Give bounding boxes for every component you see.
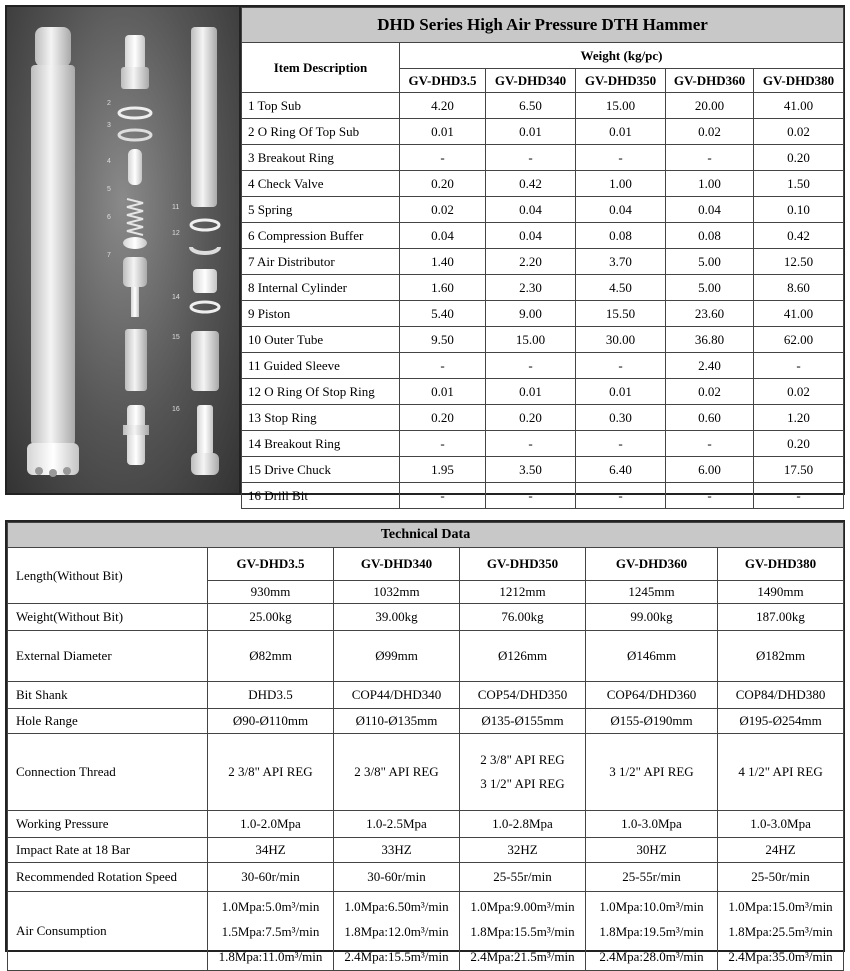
tech-spec-value-cell <box>586 682 718 709</box>
tech-spec-value-cell <box>208 863 334 892</box>
tech-spec-value: 30-60r/min <box>241 869 300 884</box>
weight-value-cell: 0.01 <box>576 119 666 145</box>
compression-buffer-part <box>123 237 147 249</box>
weight-value-cell: 0.02 <box>754 119 844 145</box>
tech-spec-value-cell <box>718 838 844 863</box>
tech-spec-value: 1.0Mpa:10.0m³/min <box>599 898 704 914</box>
weight-value-cell: - <box>400 431 486 457</box>
weight-table-row <box>242 249 844 275</box>
guided-sleeve-part <box>191 220 219 230</box>
weight-value-cell: 62.00 <box>754 327 844 353</box>
part-number-label: 12 <box>172 230 180 237</box>
tech-spec-value: 25-55r/min <box>493 869 552 884</box>
part-number-label: 3 <box>107 122 111 129</box>
outer-tube-part <box>191 27 217 207</box>
tech-spec-value-cell <box>208 604 334 631</box>
tech-spec-value: 2 3/8" API REG <box>228 764 313 779</box>
tech-spec-value: 1.0Mpa:15.0m³/min <box>728 898 833 914</box>
weight-value-cell: - <box>486 483 576 509</box>
length-value: 1245mm <box>586 581 718 604</box>
tech-spec-value: 1.0Mpa:6.50m³/min <box>344 898 449 914</box>
weight-value-cell: 12.50 <box>754 249 844 275</box>
tech-spec-value-cell <box>460 892 586 971</box>
tech-spec-value: 99.00kg <box>630 609 673 624</box>
weight-value-cell: 41.00 <box>754 93 844 119</box>
tech-spec-value-cell <box>460 604 586 631</box>
weight-value-cell: 0.04 <box>666 197 754 223</box>
tech-spec-value-cell <box>208 709 334 734</box>
tech-spec-value: 1.8Mpa:11.0m³/min <box>218 948 323 964</box>
stop-ring-part <box>191 247 219 253</box>
length-label: Length(Without Bit) <box>8 548 208 604</box>
tech-spec-value: COP64/DHD360 <box>606 687 697 702</box>
top-sub-part <box>121 35 149 89</box>
weight-table-row <box>242 301 844 327</box>
tech-spec-value: 2 3/8" API REG <box>480 752 565 767</box>
tech-spec-label: Connection Thread <box>8 734 208 811</box>
weight-value-cell: - <box>486 353 576 379</box>
weight-value-cell: 0.02 <box>666 119 754 145</box>
tech-table-row <box>8 838 844 863</box>
weight-value-cell: 0.60 <box>666 405 754 431</box>
weight-value-cell: 0.42 <box>754 223 844 249</box>
tech-spec-value-cell <box>586 892 718 971</box>
weight-table-row <box>242 457 844 483</box>
tech-model-header: GV-DHD340 <box>334 548 460 581</box>
weight-value-cell: 3.50 <box>486 457 576 483</box>
tech-table-row <box>8 863 844 892</box>
weight-value-cell: 0.04 <box>486 197 576 223</box>
tech-spec-value-cell <box>334 604 460 631</box>
tech-spec-value: Ø182mm <box>755 648 806 663</box>
weight-table-body <box>242 93 844 509</box>
tech-spec-value: 1.0-2.0Mpa <box>240 816 301 831</box>
tech-spec-value: 25-55r/min <box>622 869 681 884</box>
technical-data-title: Technical Data <box>8 523 844 548</box>
tech-spec-value-cell <box>460 811 586 838</box>
weight-value-cell: - <box>576 353 666 379</box>
tech-spec-value-cell <box>334 734 460 811</box>
tech-spec-value-cell <box>334 838 460 863</box>
tech-spec-value-cell <box>334 863 460 892</box>
weight-value-cell: 2.30 <box>486 275 576 301</box>
tech-spec-value: 33HZ <box>381 842 412 857</box>
weight-value-cell: 1.50 <box>754 171 844 197</box>
weight-value-cell: 0.01 <box>486 119 576 145</box>
tech-spec-value: COP54/DHD350 <box>477 687 568 702</box>
tech-spec-value: Ø110-Ø135mm <box>355 713 438 728</box>
tech-spec-value: Ø99mm <box>375 648 418 663</box>
weight-value-cell: 41.00 <box>754 301 844 327</box>
weight-value-cell: - <box>666 431 754 457</box>
drive-chuck-part <box>191 331 219 391</box>
tech-spec-value-cell <box>208 734 334 811</box>
weight-value-cell: 0.20 <box>400 405 486 431</box>
weight-value-cell: 0.20 <box>486 405 576 431</box>
item-description-cell: 5 Spring <box>242 197 400 223</box>
model-header: GV-DHD380 <box>754 69 844 93</box>
tech-spec-value: Ø82mm <box>249 648 292 663</box>
weight-value-cell: 0.10 <box>754 197 844 223</box>
tech-spec-value: 25-50r/min <box>751 869 810 884</box>
tech-spec-value: COP84/DHD380 <box>735 687 826 702</box>
tech-model-header: GV-DHD3.5 <box>208 548 334 581</box>
weight-value-cell: 1.00 <box>576 171 666 197</box>
part-number-label: 11 <box>172 204 180 211</box>
tech-spec-value: Ø155-Ø190mm <box>610 713 693 728</box>
weight-value-cell: 0.30 <box>576 405 666 431</box>
tech-spec-value-cell <box>718 682 844 709</box>
tech-spec-value: 2.4Mpa:28.0m³/min <box>599 948 704 964</box>
tech-spec-value: Ø135-Ø155mm <box>481 713 564 728</box>
tech-spec-value-cell <box>586 811 718 838</box>
tech-spec-value: Ø126mm <box>497 648 548 663</box>
internal-cylinder-part <box>125 329 147 391</box>
weight-value-cell: 2.20 <box>486 249 576 275</box>
part-number-label: 4 <box>107 158 111 165</box>
tech-spec-value: 1.0Mpa:5.0m³/min <box>221 898 320 914</box>
weight-value-cell: 0.04 <box>576 197 666 223</box>
tech-spec-label: Bit Shank <box>8 682 208 709</box>
tech-spec-label: Recommended Rotation Speed <box>8 863 208 892</box>
tech-spec-label: Working Pressure <box>8 811 208 838</box>
weight-value-cell: - <box>486 145 576 171</box>
exploded-hammer-illustration <box>7 7 241 493</box>
weight-value-cell: 15.50 <box>576 301 666 327</box>
item-description-cell: 13 Stop Ring <box>242 405 400 431</box>
tech-spec-value-cell <box>718 734 844 811</box>
tech-spec-value-cell <box>586 709 718 734</box>
spring-part <box>127 199 143 235</box>
tech-spec-value: 1.0-2.8Mpa <box>492 816 553 831</box>
air-distributor-part <box>123 257 147 317</box>
tech-spec-value-cell <box>334 892 460 971</box>
weight-value-cell: 0.02 <box>400 197 486 223</box>
weight-value-cell: 9.50 <box>400 327 486 353</box>
weight-table-row <box>242 379 844 405</box>
tech-spec-value: 1.8Mpa:15.5m³/min <box>470 923 575 939</box>
weight-value-cell: 6.40 <box>576 457 666 483</box>
weight-value-cell: 4.50 <box>576 275 666 301</box>
tech-table-row <box>8 682 844 709</box>
item-description-cell: 9 Piston <box>242 301 400 327</box>
weight-value-cell: 23.60 <box>666 301 754 327</box>
weight-table <box>241 7 844 509</box>
tech-spec-value: 30HZ <box>636 842 667 857</box>
technical-data-table <box>7 522 844 971</box>
tech-spec-value: Ø146mm <box>626 648 677 663</box>
weight-value-cell: 0.20 <box>400 171 486 197</box>
item-description-cell: 11 Guided Sleeve <box>242 353 400 379</box>
tech-spec-value: 3 1/2" API REG <box>609 764 694 779</box>
tech-spec-label: External Diameter <box>8 631 208 682</box>
tech-spec-value-cell <box>334 631 460 682</box>
item-description-cell: 12 O Ring Of Stop Ring <box>242 379 400 405</box>
item-description-cell: 8 Internal Cylinder <box>242 275 400 301</box>
tech-table-row <box>8 811 844 838</box>
tech-spec-value: 24HZ <box>765 842 796 857</box>
tech-spec-value: 2.4Mpa:15.5m³/min <box>344 948 449 964</box>
tech-spec-value-cell <box>586 863 718 892</box>
tech-spec-value: 1.0Mpa:9.00m³/min <box>470 898 575 914</box>
weight-value-cell: - <box>400 145 486 171</box>
tech-spec-value: 1.5Mpa:7.5m³/min <box>221 923 320 939</box>
tech-spec-value: 187.00kg <box>756 609 805 624</box>
weight-value-cell: 36.80 <box>666 327 754 353</box>
tech-spec-value-cell <box>718 709 844 734</box>
tech-spec-value: 4 1/2" API REG <box>738 764 823 779</box>
weight-table-row <box>242 275 844 301</box>
tech-spec-value-cell <box>586 734 718 811</box>
weight-value-cell: 6.00 <box>666 457 754 483</box>
weight-value-cell: 0.42 <box>486 171 576 197</box>
weight-unit-header: Weight (kg/pc) <box>400 43 844 69</box>
weight-value-cell: 0.08 <box>576 223 666 249</box>
tech-table-row <box>8 631 844 682</box>
breakout-ring-part <box>119 130 151 140</box>
weight-table-title: DHD Series High Air Pressure DTH Hammer <box>242 8 844 43</box>
weight-value-cell: - <box>576 483 666 509</box>
breakout-ring-lower-part <box>193 269 217 293</box>
tech-spec-value-cell <box>460 838 586 863</box>
tech-model-header: GV-DHD380 <box>718 548 844 581</box>
weight-value-cell: 15.00 <box>486 327 576 353</box>
tech-spec-value-cell <box>718 892 844 971</box>
weight-value-cell: - <box>486 431 576 457</box>
item-description-cell: 6 Compression Buffer <box>242 223 400 249</box>
tech-spec-value-cell <box>208 631 334 682</box>
stop-ring-o-ring-part <box>191 302 219 312</box>
weight-value-cell: 5.00 <box>666 249 754 275</box>
weight-table-row <box>242 353 844 379</box>
tech-spec-value: COP44/DHD340 <box>351 687 442 702</box>
tech-spec-value-cell <box>718 631 844 682</box>
item-description-cell: 10 Outer Tube <box>242 327 400 353</box>
tech-model-header-row <box>8 548 844 581</box>
tech-table-row <box>8 892 844 971</box>
weight-value-cell: - <box>666 145 754 171</box>
weight-table-row <box>242 223 844 249</box>
tech-spec-value-cell <box>718 863 844 892</box>
piston-part <box>123 405 149 465</box>
tech-spec-label: Impact Rate at 18 Bar <box>8 838 208 863</box>
weight-value-cell: 5.00 <box>666 275 754 301</box>
tech-spec-value-cell <box>460 734 586 811</box>
item-description-cell: 14 Breakout Ring <box>242 431 400 457</box>
weight-value-cell: - <box>400 353 486 379</box>
weight-value-cell: 0.04 <box>400 223 486 249</box>
weight-value-cell: 0.01 <box>486 379 576 405</box>
weight-table-row <box>242 197 844 223</box>
weight-value-cell: 0.04 <box>486 223 576 249</box>
tech-spec-value: 1.0-3.0Mpa <box>621 816 682 831</box>
length-value: 1490mm <box>718 581 844 604</box>
hammer-weight-section <box>5 5 845 503</box>
weight-value-cell: 15.00 <box>576 93 666 119</box>
part-number-label: 6 <box>107 214 111 221</box>
tech-spec-value: 30-60r/min <box>367 869 426 884</box>
tech-spec-value-cell <box>718 811 844 838</box>
tech-spec-value: 1.8Mpa:12.0m³/min <box>344 923 449 939</box>
weight-table-row <box>242 171 844 197</box>
weight-value-cell: 0.02 <box>666 379 754 405</box>
tech-spec-value-cell <box>586 631 718 682</box>
tech-spec-value-cell <box>718 604 844 631</box>
tech-spec-value: 76.00kg <box>501 609 544 624</box>
tech-spec-value: 1.0-2.5Mpa <box>366 816 427 831</box>
drill-bit-part <box>191 405 219 475</box>
tech-spec-value-cell <box>208 892 334 971</box>
tech-spec-value-cell <box>460 709 586 734</box>
weight-value-cell: 0.20 <box>754 431 844 457</box>
tech-spec-value: DHD3.5 <box>248 687 293 702</box>
weight-value-cell: 9.00 <box>486 301 576 327</box>
tech-spec-value: Ø195-Ø254mm <box>739 713 822 728</box>
weight-table-row <box>242 327 844 353</box>
tech-table-row <box>8 604 844 631</box>
weight-value-cell: 1.40 <box>400 249 486 275</box>
item-description-header: Item Description <box>242 43 400 93</box>
tech-spec-value-cell <box>208 811 334 838</box>
weight-value-cell: 6.50 <box>486 93 576 119</box>
item-description-cell: 3 Breakout Ring <box>242 145 400 171</box>
tech-spec-value: 34HZ <box>255 842 286 857</box>
weight-value-cell: - <box>576 431 666 457</box>
tech-spec-label: Air Consumption <box>8 892 208 971</box>
weight-value-cell: 1.95 <box>400 457 486 483</box>
tech-spec-value-cell <box>208 682 334 709</box>
weight-value-cell: - <box>666 483 754 509</box>
weight-value-cell: 0.01 <box>400 379 486 405</box>
tech-spec-value: 32HZ <box>507 842 538 857</box>
tech-spec-value: 1.8Mpa:19.5m³/min <box>599 923 704 939</box>
model-header: GV-DHD350 <box>576 69 666 93</box>
model-header: GV-DHD340 <box>486 69 576 93</box>
model-header: GV-DHD3.5 <box>400 69 486 93</box>
item-description-cell: 7 Air Distributor <box>242 249 400 275</box>
weight-value-cell: 0.20 <box>754 145 844 171</box>
item-description-cell: 16 Drill Bit <box>242 483 400 509</box>
tech-spec-value: 39.00kg <box>375 609 418 624</box>
length-value: 1212mm <box>460 581 586 604</box>
tech-spec-value: 2.4Mpa:21.5m³/min <box>470 948 575 964</box>
tech-spec-value-cell <box>460 863 586 892</box>
tech-spec-value-cell <box>460 682 586 709</box>
model-header: GV-DHD360 <box>666 69 754 93</box>
tech-spec-label: Weight(Without Bit) <box>8 604 208 631</box>
item-description-cell: 15 Drive Chuck <box>242 457 400 483</box>
weight-value-cell: 0.01 <box>400 119 486 145</box>
assembled-hammer <box>27 27 79 477</box>
weight-value-cell: 1.20 <box>754 405 844 431</box>
tech-spec-value-cell <box>334 811 460 838</box>
weight-value-cell: 0.01 <box>576 379 666 405</box>
tech-spec-value: 2.4Mpa:35.0m³/min <box>728 948 833 964</box>
tech-table-row <box>8 734 844 811</box>
tech-spec-label: Hole Range <box>8 709 208 734</box>
tech-spec-value: 1.0-3.0Mpa <box>750 816 811 831</box>
length-value: 1032mm <box>334 581 460 604</box>
tech-spec-value-cell <box>586 838 718 863</box>
item-description-cell: 4 Check Valve <box>242 171 400 197</box>
weight-value-cell: - <box>400 483 486 509</box>
tech-spec-value-cell <box>334 709 460 734</box>
tech-spec-value-cell <box>586 604 718 631</box>
weight-value-cell: 0.02 <box>754 379 844 405</box>
length-value: 930mm <box>208 581 334 604</box>
part-number-label: 15 <box>172 334 180 341</box>
weight-table-row <box>242 119 844 145</box>
weight-value-cell: 1.00 <box>666 171 754 197</box>
tech-model-header: GV-DHD360 <box>586 548 718 581</box>
weight-table-row <box>242 405 844 431</box>
weight-value-cell: 2.40 <box>666 353 754 379</box>
weight-table-row <box>242 431 844 457</box>
part-number-label: 2 <box>107 100 111 107</box>
tech-model-header: GV-DHD350 <box>460 548 586 581</box>
technical-data-section <box>5 520 845 964</box>
tech-table-row <box>8 709 844 734</box>
weight-value-cell: 30.00 <box>576 327 666 353</box>
weight-value-cell: 1.60 <box>400 275 486 301</box>
weight-value-cell: 17.50 <box>754 457 844 483</box>
tech-spec-value: 2 3/8" API REG <box>354 764 439 779</box>
part-number-label: 14 <box>172 294 180 301</box>
item-description-cell: 2 O Ring Of Top Sub <box>242 119 400 145</box>
o-ring-part <box>119 108 151 118</box>
tech-spec-value-cell <box>460 631 586 682</box>
weight-value-cell: 5.40 <box>400 301 486 327</box>
weight-value-cell: - <box>754 483 844 509</box>
weight-value-cell: 0.08 <box>666 223 754 249</box>
weight-value-cell: - <box>576 145 666 171</box>
hammer-parts-drawing <box>7 7 237 493</box>
weight-value-cell: - <box>754 353 844 379</box>
tech-spec-value: 1.8Mpa:25.5m³/min <box>728 923 833 939</box>
weight-table-row <box>242 145 844 171</box>
weight-table-row <box>242 93 844 119</box>
tech-spec-value: 25.00kg <box>249 609 292 624</box>
part-number-label: 7 <box>107 252 111 259</box>
tech-spec-value: Ø90-Ø110mm <box>232 713 309 728</box>
part-number-label: 16 <box>172 406 180 413</box>
tech-spec-value: 3 1/2" API REG <box>480 776 565 791</box>
weight-value-cell: 20.00 <box>666 93 754 119</box>
weight-value-cell: 8.60 <box>754 275 844 301</box>
technical-data-body <box>8 604 844 971</box>
tech-spec-value-cell <box>334 682 460 709</box>
weight-table-row <box>242 483 844 509</box>
weight-value-cell: 3.70 <box>576 249 666 275</box>
weight-value-cell: 4.20 <box>400 93 486 119</box>
item-description-cell: 1 Top Sub <box>242 93 400 119</box>
check-valve-part <box>128 149 142 185</box>
part-number-label: 5 <box>107 186 111 193</box>
tech-spec-value-cell <box>208 838 334 863</box>
